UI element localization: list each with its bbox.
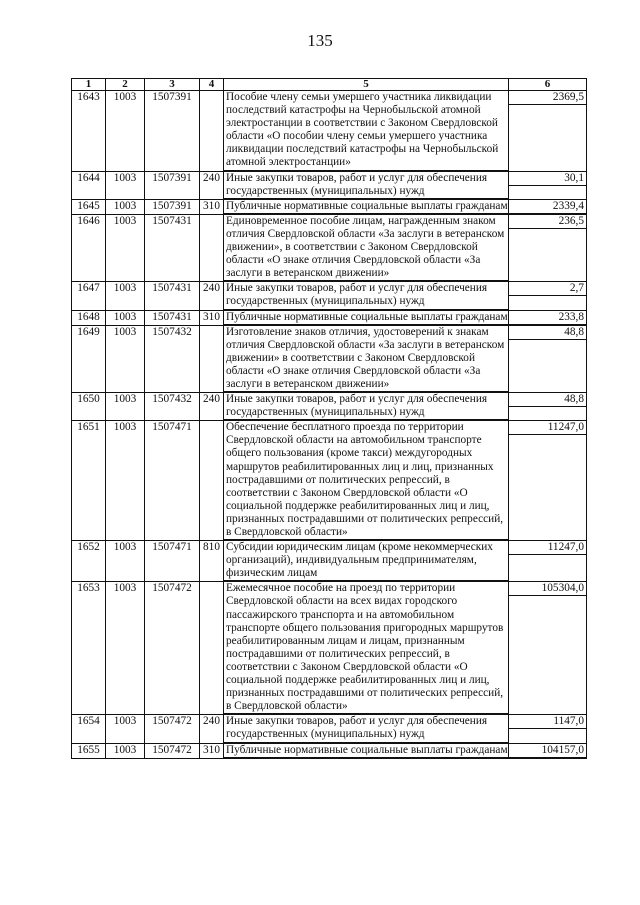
target-article-code: 1507471	[145, 541, 200, 582]
target-article-code: 1507391	[145, 199, 200, 214]
amount-value: 2,7	[509, 282, 586, 296]
table-row	[72, 214, 587, 281]
row-number: 1645	[72, 199, 106, 214]
row-amount	[509, 91, 587, 172]
row-amount	[509, 715, 587, 743]
amount-value: 104157,0	[509, 744, 586, 758]
amount-value: 48,8	[509, 326, 586, 340]
row-description	[224, 282, 509, 310]
section-code: 1003	[106, 582, 145, 715]
column-header: 6	[509, 79, 587, 91]
row-number: 1653	[72, 582, 106, 715]
amount-value: 105304,0	[509, 582, 586, 596]
description-text: Изготовление знаков отличия, удостоверений к знакам отличия Свердловской области «За заслуги в ветеранском движении» в соответствии с Законом Свердловской области «О знаке отличия Свердловской области «За заслуги в ветеранском движении»	[224, 326, 508, 392]
expense-kind-code: 240	[200, 282, 224, 310]
section-code: 1003	[106, 199, 145, 214]
row-description	[224, 199, 509, 214]
row-number: 1651	[72, 421, 106, 541]
table-body	[72, 91, 587, 759]
table-row	[72, 715, 587, 743]
description-text: Иные закупки товаров, работ и услуг для обеспечения государственных (муниципальных) нужд	[224, 172, 508, 199]
amount-value: 233,8	[509, 311, 586, 325]
expense-kind-code: 310	[200, 310, 224, 325]
section-code: 1003	[106, 743, 145, 758]
row-description	[224, 715, 509, 743]
budget-table	[71, 78, 587, 759]
expense-kind-code: 310	[200, 199, 224, 214]
row-description	[224, 171, 509, 199]
table-row	[72, 541, 587, 582]
description-text: Субсидии юридическим лицам (кроме некоммерческих организаций), индивидуальным предпринимателям, физическим лицам	[224, 541, 508, 581]
table-row	[72, 171, 587, 199]
row-description	[224, 743, 509, 758]
target-article-code: 1507431	[145, 310, 200, 325]
column-header: 3	[145, 79, 200, 91]
section-code: 1003	[106, 325, 145, 392]
row-amount	[509, 393, 587, 421]
amount-value: 2339,4	[509, 200, 586, 214]
row-number: 1643	[72, 91, 106, 172]
target-article-code: 1507432	[145, 393, 200, 421]
description-text: Публичные нормативные социальные выплаты гражданам	[224, 311, 508, 325]
row-description	[224, 421, 509, 541]
table-row	[72, 199, 587, 214]
header-row	[72, 79, 587, 91]
target-article-code: 1507431	[145, 282, 200, 310]
amount-value: 236,5	[509, 215, 586, 229]
section-code: 1003	[106, 310, 145, 325]
expense-kind-code: 240	[200, 393, 224, 421]
expense-kind-code: 240	[200, 715, 224, 743]
section-code: 1003	[106, 171, 145, 199]
column-header: 2	[106, 79, 145, 91]
amount-value: 30,1	[509, 172, 586, 186]
row-description	[224, 310, 509, 325]
amount-value: 2369,5	[509, 91, 586, 105]
row-description	[224, 541, 509, 582]
column-header: 5	[224, 79, 509, 91]
target-article-code: 1507391	[145, 91, 200, 172]
description-text: Иные закупки товаров, работ и услуг для обеспечения государственных (муниципальных) нужд	[224, 393, 508, 420]
description-text: Публичные нормативные социальные выплаты гражданам	[224, 744, 508, 758]
row-description	[224, 582, 509, 715]
expense-kind-code	[200, 421, 224, 541]
row-description	[224, 325, 509, 392]
section-code: 1003	[106, 282, 145, 310]
table-row	[72, 421, 587, 541]
table-row	[72, 282, 587, 310]
section-code: 1003	[106, 715, 145, 743]
description-text: Публичные нормативные социальные выплаты гражданам	[224, 200, 508, 214]
row-description	[224, 91, 509, 172]
row-number: 1650	[72, 393, 106, 421]
column-header: 4	[200, 79, 224, 91]
row-number: 1655	[72, 743, 106, 758]
table-row	[72, 91, 587, 172]
expense-kind-code	[200, 325, 224, 392]
row-amount	[509, 743, 587, 758]
row-amount	[509, 199, 587, 214]
amount-value: 1147,0	[509, 715, 586, 729]
section-code: 1003	[106, 214, 145, 281]
row-amount	[509, 325, 587, 392]
description-text: Пособие члену семьи умершего участника ликвидации последствий катастрофы на Чернобыльской атомной электростанции в соответствии с Законом Свердловской области «О пособии члену семьи умершего участника ликвидации последствий катастрофы на Чернобыльской атомной электростанции»	[224, 91, 508, 171]
target-article-code: 1507472	[145, 743, 200, 758]
expense-kind-code: 240	[200, 171, 224, 199]
row-number: 1654	[72, 715, 106, 743]
table-row	[72, 325, 587, 392]
target-article-code: 1507431	[145, 214, 200, 281]
row-amount	[509, 541, 587, 582]
target-article-code: 1507471	[145, 421, 200, 541]
row-amount	[509, 282, 587, 310]
column-header: 1	[72, 79, 106, 91]
row-description	[224, 214, 509, 281]
amount-value: 11247,0	[509, 421, 586, 435]
description-text: Ежемесячное пособие на проезд по территории Свердловской области на всех видах городского пассажирского транспорта и на автомобильном транспорте общего пользования пригородных маршрутов реабилитированным лицам и лицам, признанным пострадавшими от политических репрессий, в соответствии с Законом Свердловской области «О социальной поддержке реабилитированных лиц и лиц, признанных пострадавшими от политических репрессий, в Свердловской области»	[224, 582, 508, 714]
row-amount	[509, 421, 587, 541]
row-description	[224, 393, 509, 421]
row-amount	[509, 171, 587, 199]
description-text: Обеспечение бесплатного проезда по территории Свердловской области на автомобильном транспорте общего пользования (кроме такси) междугородных маршрутов реабилитированных лиц и лиц, признанных пострадавшими от политических репрессий, в соответствии с Законом Свердловской области «О социальной поддержке реабилитированных лиц и лиц, признанных пострадавшими от политических репрессий, в Свердловской области»	[224, 421, 508, 540]
expense-kind-code	[200, 582, 224, 715]
row-number: 1644	[72, 171, 106, 199]
target-article-code: 1507472	[145, 582, 200, 715]
table-row	[72, 393, 587, 421]
row-number: 1652	[72, 541, 106, 582]
row-number: 1648	[72, 310, 106, 325]
description-text: Иные закупки товаров, работ и услуг для обеспечения государственных (муниципальных) нужд	[224, 715, 508, 742]
amount-value: 11247,0	[509, 541, 586, 555]
section-code: 1003	[106, 91, 145, 172]
page-number: 135	[307, 31, 333, 50]
row-amount	[509, 214, 587, 281]
row-number: 1649	[72, 325, 106, 392]
table-row	[72, 582, 587, 715]
target-article-code: 1507391	[145, 171, 200, 199]
row-number: 1646	[72, 214, 106, 281]
description-text: Единовременное пособие лицам, награжденным знаком отличия Свердловской области «За заслуги в ветеранском движении», в соответствии с Законом Свердловской области «О знаке отличия Свердловской области «За заслуги в ветеранском движении»	[224, 215, 508, 281]
table-row	[72, 743, 587, 758]
table-row	[72, 310, 587, 325]
row-amount	[509, 310, 587, 325]
target-article-code: 1507432	[145, 325, 200, 392]
expense-kind-code	[200, 91, 224, 172]
expense-kind-code: 310	[200, 743, 224, 758]
row-number: 1647	[72, 282, 106, 310]
amount-value: 48,8	[509, 393, 586, 407]
section-code: 1003	[106, 421, 145, 541]
description-text: Иные закупки товаров, работ и услуг для обеспечения государственных (муниципальных) нужд	[224, 282, 508, 309]
expense-kind-code	[200, 214, 224, 281]
row-amount	[509, 582, 587, 715]
expense-kind-code: 810	[200, 541, 224, 582]
section-code: 1003	[106, 541, 145, 582]
section-code: 1003	[106, 393, 145, 421]
target-article-code: 1507472	[145, 715, 200, 743]
